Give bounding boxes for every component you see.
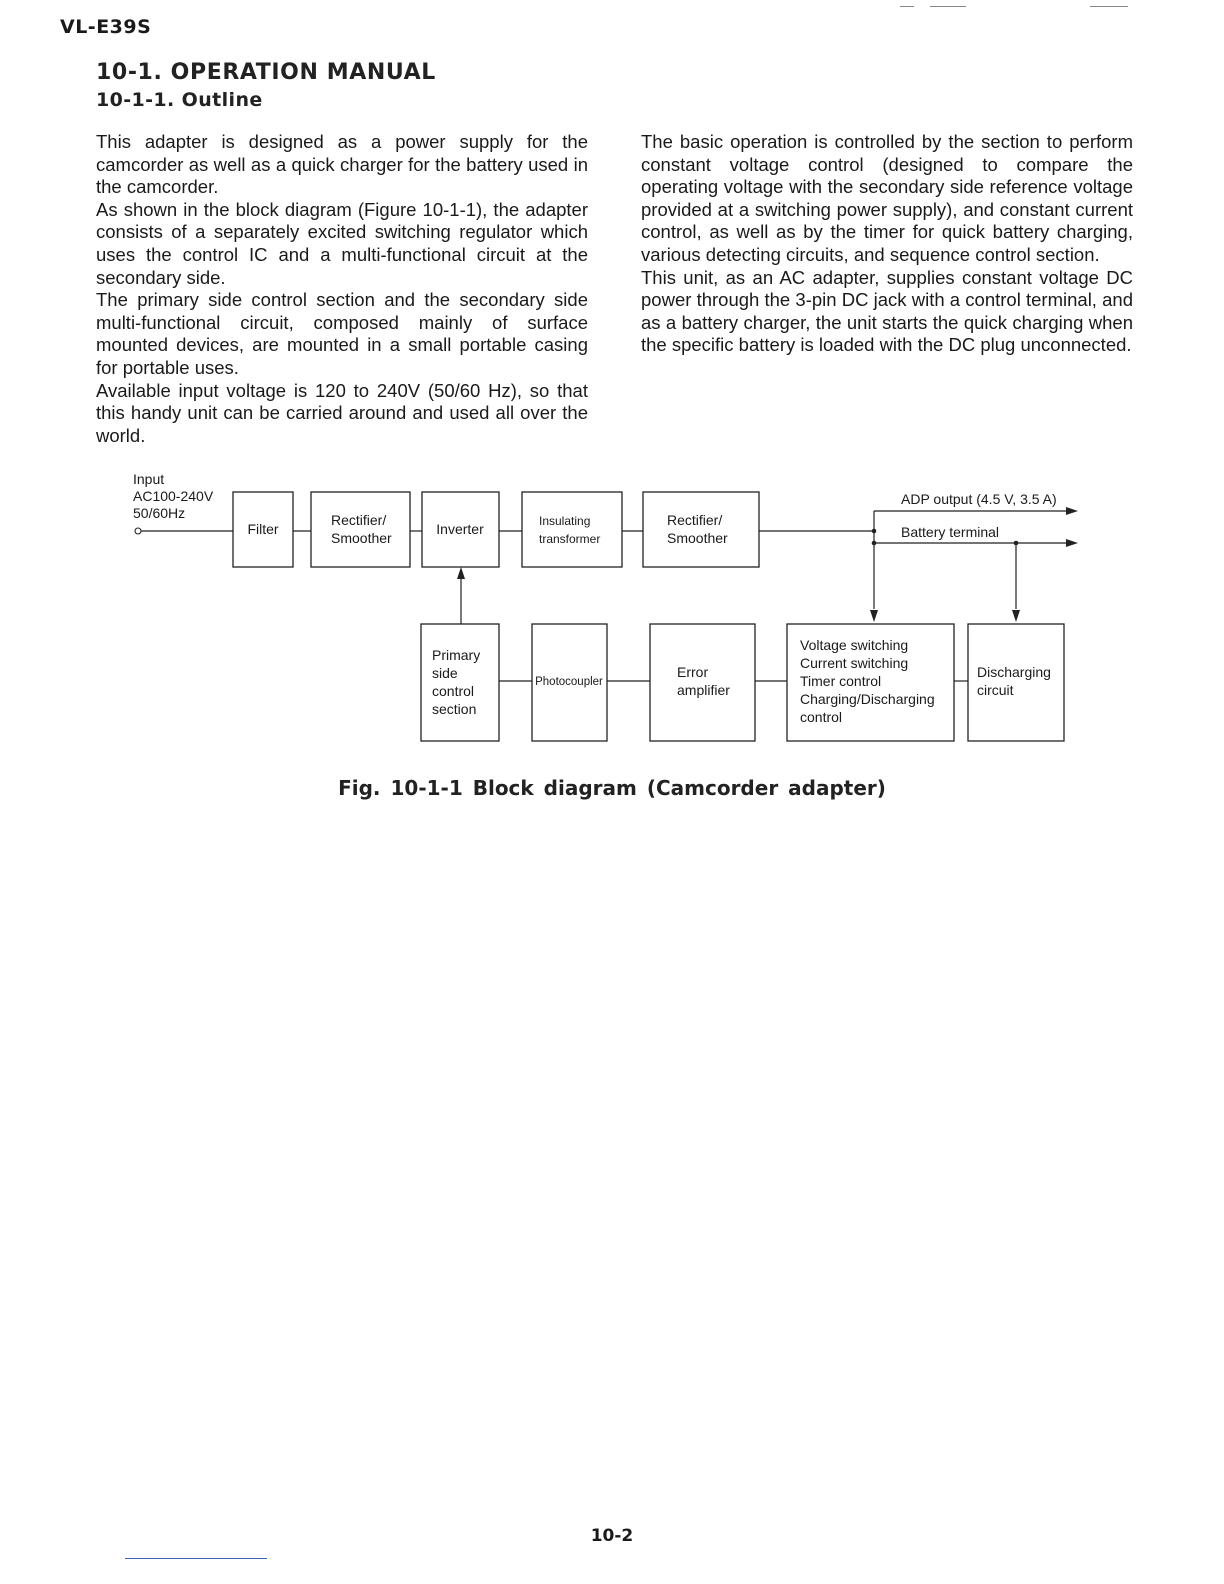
block-label: Rectifier/: [331, 512, 387, 528]
paragraph: Available input voltage is 120 to 240V (50/60 Hz), so that this handy unit can be carried around and used all over the world.: [96, 379, 588, 446]
paragraph: As shown in the block diagram (Figure 10-1-1), the adapter consists of a separately excited switching regulator which uses the control IC and a multi-functional circuit at the secondary side.: [96, 198, 588, 288]
junction-dot: [872, 541, 877, 546]
block-label: Discharging: [977, 664, 1051, 680]
figure-caption: Fig. 10-1-1 Block diagram (Camcorder adapter): [338, 776, 886, 800]
block-insulating-transformer: [522, 492, 622, 567]
margin-mark: [900, 6, 914, 7]
block-label: Charging/Discharging: [800, 691, 935, 707]
block-rectifier-smoother-primary: [311, 492, 410, 567]
block-label: Smoother: [667, 530, 728, 546]
footer-rule: [125, 1558, 267, 1559]
paragraph: The primary side control section and the secondary side multi-functional circuit, composed mainly of surface mounted devices, are mounted in a small portable casing for portable uses.: [96, 289, 588, 378]
section-subtitle: 10-1-1. Outline: [96, 89, 263, 111]
arrow-icon: [457, 567, 465, 579]
input-terminal-icon: [135, 528, 141, 534]
arrow-icon: [1066, 507, 1078, 515]
block-label: Smoother: [331, 530, 392, 546]
block-label: section: [432, 701, 477, 717]
block-label: control: [432, 683, 475, 699]
input-label-line: 50/60Hz: [133, 505, 186, 521]
block-label: circuit: [977, 682, 1014, 698]
margin-mark: [930, 6, 966, 7]
block-label: Primary: [432, 647, 481, 663]
block-filter: [233, 492, 293, 567]
block-label: Timer control: [800, 673, 882, 689]
model-number: VL-E39S: [60, 16, 152, 38]
block-label: Voltage switching: [800, 637, 909, 653]
block-switching-timer-control: [787, 624, 954, 741]
block-photocoupler: [532, 624, 607, 741]
page-number: 10-2: [590, 1526, 634, 1546]
block-label: amplifier: [677, 682, 730, 698]
adp-output-label: ADP output (4.5 V, 3.5 A): [901, 491, 1057, 507]
block-error-amplifier: [650, 624, 755, 741]
block-rectifier-smoother-secondary: [643, 492, 759, 567]
block-label: control: [800, 709, 843, 725]
block-label: Rectifier/: [667, 512, 723, 528]
arrow-icon: [1066, 539, 1078, 547]
input-label-line: Input: [133, 471, 165, 487]
margin-mark: [1090, 6, 1128, 7]
junction-dot: [1014, 541, 1019, 546]
battery-terminal-label: Battery terminal: [901, 524, 1000, 540]
block-discharging-circuit: [968, 624, 1064, 741]
arrow-icon: [1012, 610, 1020, 622]
arrow-icon: [870, 610, 878, 622]
block-primary-side-control: [421, 624, 499, 741]
block-label: Insulating: [539, 514, 591, 528]
junction-dot: [872, 529, 877, 534]
block-label: transformer: [539, 532, 601, 546]
input-label-line: AC100-240V: [133, 488, 214, 504]
block-inverter: [422, 492, 499, 567]
block-label: Inverter: [436, 521, 484, 537]
section-title: 10-1. OPERATION MANUAL: [96, 60, 436, 85]
paragraph: This unit, as an AC adapter, supplies constant voltage DC power through the 3-pin DC jack with a control terminal, and as a battery charger, the unit starts the quick charging when the specific battery is loaded with the DC plug unconnected.: [641, 266, 1133, 356]
paragraph: This adapter is designed as a power supply for the camcorder as well as a quick charger for the battery used in the camcorder.: [96, 131, 588, 198]
block-label: Error: [677, 664, 709, 680]
block-label: side: [432, 665, 458, 681]
block-label: Filter: [247, 521, 279, 537]
block-label: Photocoupler: [535, 676, 603, 688]
block-label: Current switching: [800, 655, 909, 671]
paragraph: The basic operation is controlled by the section to perform constant voltage control (designed to compare the operating voltage with the secondary side reference voltage provided at a switching power supply), and constant current control, as well as by the timer for quick battery charging, various detecting circuits, and sequence control section.: [641, 131, 1133, 265]
